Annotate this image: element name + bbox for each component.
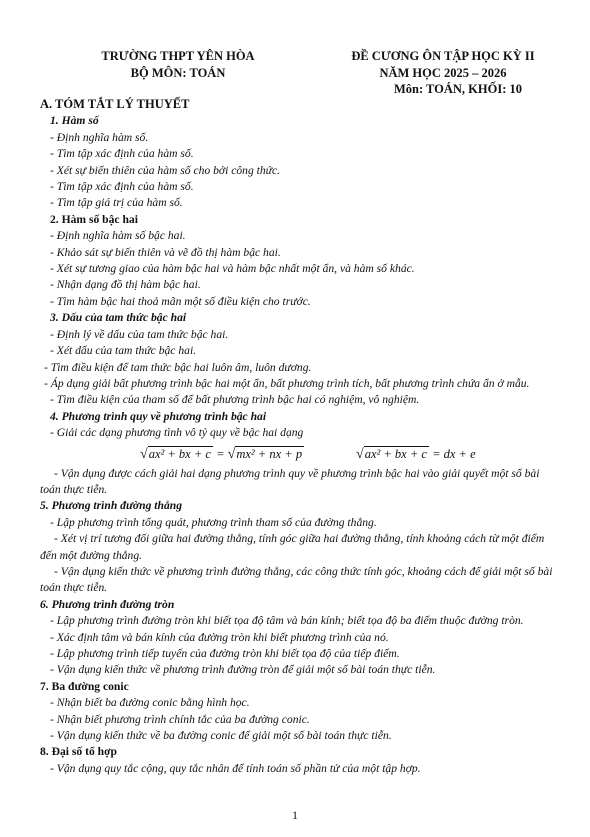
formula-2: √ax² + bx + c = dx + e — [356, 446, 476, 462]
list-item: - Xét vị trí tương đối giữa hai đường thẳng, tính góc giữa hai đường thẳng, tính khoảng cách từ một điểm đến một đường thẳng. — [40, 532, 545, 562]
list-item: - Áp dụng giải bất phương trình bậc hai một ẩn, bất phương trình tích, bất phương trình chứa ẩn ở mẫu. — [44, 376, 530, 390]
document-body — [40, 96, 560, 777]
list-item: - Lập phương trình tổng quát, phương trình tham số của đường thẳng. — [50, 515, 377, 529]
list-item: - Nhận dạng đồ thị hàm bậc hai. — [50, 278, 201, 292]
subject-grade: Môn: TOÁN, KHỐI: 10 — [393, 82, 523, 96]
document-title: ĐỀ CƯƠNG ÔN TẬP HỌC KỲ II — [351, 49, 535, 63]
list-item: - Vận dụng quy tắc cộng, quy tắc nhân để tính toán số phần tử của một tập hợp. — [50, 761, 421, 775]
page-number: 1 — [292, 808, 298, 822]
topic-5-title: 5. Phương trình đường thẳng — [40, 499, 183, 513]
department-name: BỘ MÔN: TOÁN — [130, 65, 226, 80]
list-item: - Tìm điều kiện để tam thức bậc hai luôn âm, luôn dương. — [44, 360, 312, 374]
list-item: - Xét sự biến thiên của hàm số cho bởi công thức. — [50, 163, 281, 177]
school-year: NĂM HỌC 2025 – 2026 — [379, 65, 507, 80]
list-item: - Khảo sát sự biến thiên và vẽ đồ thị hàm bậc hai. — [50, 245, 281, 259]
list-item: - Lập phương trình tiếp tuyến của đường tròn khi biết tọa độ của tiếp điểm. — [50, 647, 400, 660]
list-item: - Vận dụng kiến thức về phương trình đường thẳng, các công thức tính góc, khoảng cách để giải một số bài toán thực tiễn. — [40, 564, 553, 595]
section-a-title: A. TÓM TẮT LÝ THUYẾT — [40, 97, 190, 111]
formula-1: √ax² + bx + c = √mx² + nx + p — [140, 446, 303, 462]
header-right — [318, 48, 568, 98]
list-item: - Tìm tập giá trị của hàm số. — [50, 196, 183, 210]
list-item: - Xác định tâm và bán kính của đường tròn khi biết phương trình của nó. — [50, 630, 389, 644]
school-name: TRƯỜNG THPT YÊN HÒA — [101, 49, 255, 63]
topic-6-title: 6. Phương trình đường tròn — [40, 597, 175, 611]
list-item: - Xét dấu của tam thức bậc hai. — [50, 344, 197, 358]
topic-8-title: 8. Đại số tổ hợp — [40, 745, 117, 759]
list-item: - Định lý về dấu của tam thức bậc hai. — [50, 327, 229, 341]
topic-1-title: 1. Hàm số — [50, 114, 99, 128]
header-left — [78, 48, 278, 81]
list-item: - Nhận biết phương trình chính tắc của ba đường conic. — [50, 712, 310, 726]
list-item: - Vận dụng kiến thức về ba đường conic để giải một số bài toán thực tiễn. — [50, 729, 392, 743]
list-item: - Tìm hàm bậc hai thoả mãn một số điều kiện cho trước. — [50, 294, 311, 308]
formula-row — [40, 442, 560, 466]
list-item: - Giải các dạng phương tình vô tỷ quy về bậc hai dạng — [50, 426, 304, 440]
list-item: - Nhận biết ba đường conic bằng hình học. — [50, 696, 250, 710]
list-item: - Tìm tập xác định của hàm số. — [50, 147, 194, 161]
list-item: - Tìm tập xác định của hàm số. — [50, 180, 194, 194]
topic-3-title: 3. Dấu của tam thức bậc hai — [50, 311, 187, 325]
topic-2-title: 2. Hàm số bậc hai — [50, 212, 138, 226]
topic-4-title: 4. Phương trình quy về phương trình bậc hai — [50, 409, 267, 423]
list-item: - Xét sự tương giao của hàm bậc hai và hàm bậc nhất một ẩn, và hàm số khác. — [50, 262, 415, 276]
list-item: - Tìm điều kiện của tham số để bất phương trình bậc hai có nghiệm, vô nghiệm. — [50, 393, 420, 407]
list-item: - Vận dụng được cách giải hai dạng phương trình quy về phương trình bậc hai vào giải quyết một số bài toán thực tiễn. — [40, 466, 540, 496]
list-item: - Vận dụng kiến thức về phương trình đường tròn để giải một số bài toán thực tiễn. — [50, 663, 436, 677]
list-item: - Định nghĩa hàm số. — [50, 130, 149, 144]
list-item: - Lập phương trình đường tròn khi biết tọa độ tâm và bán kính; biết tọa độ ba điểm thuộc đường tròn. — [50, 614, 524, 628]
topic-7-title: 7. Ba đường conic — [40, 679, 129, 693]
list-item: - Định nghĩa hàm số bậc hai. — [50, 229, 186, 243]
